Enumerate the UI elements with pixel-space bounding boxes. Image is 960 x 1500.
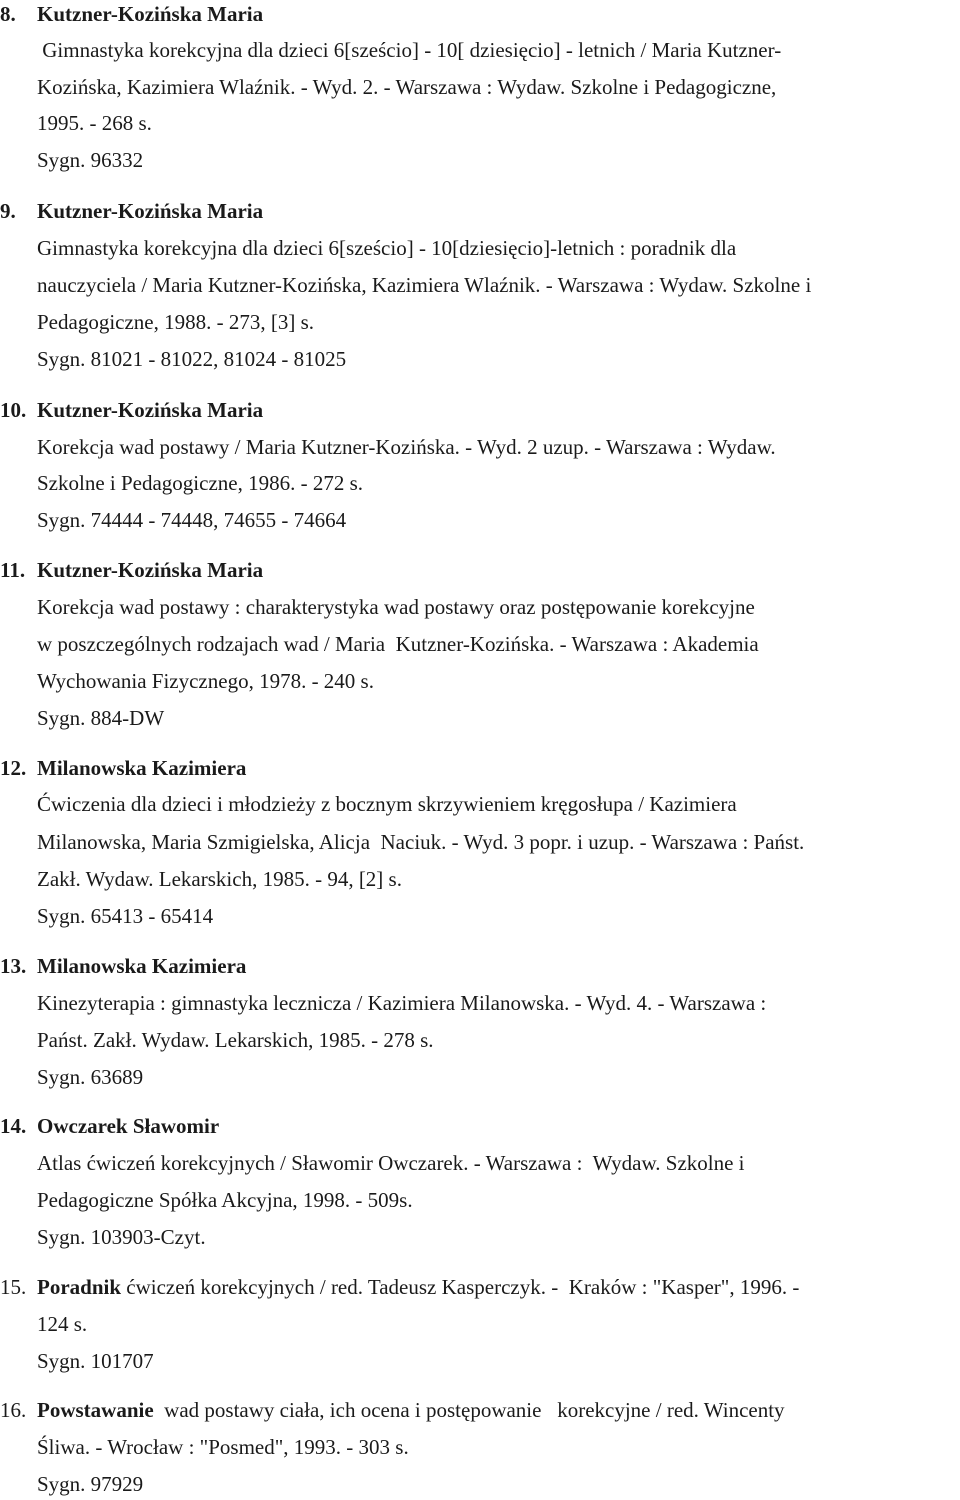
entry-number: 14.	[0, 1114, 27, 1138]
entry-line: Pedagogiczne Spółka Akcyjna, 1998. - 509s.	[37, 1188, 413, 1212]
entry-call-number: Sygn. 81021 - 81022, 81024 - 81025	[37, 347, 347, 371]
entry-author: Kutzner-Kozińska Maria	[37, 398, 264, 422]
entry-call-number: Sygn. 65413 - 65414	[37, 904, 214, 928]
entry-author: Kutzner-Kozińska Maria	[37, 199, 264, 223]
entry-line: Wychowania Fizycznego, 1978. - 240 s.	[37, 669, 374, 693]
entry-title-line	[37, 1397, 785, 1423]
entry-call-number: Sygn. 96332	[37, 148, 144, 172]
entry-number: 16.	[0, 1398, 27, 1422]
entry-title-rest: ćwiczeń korekcyjnych / red. Tadeusz Kasperczyk. - Kraków : "Kasper", 1996. -	[121, 1275, 800, 1299]
entry-line: Pedagogiczne, 1988. - 273, [3] s.	[37, 310, 315, 334]
entry-number: 11.	[0, 558, 26, 582]
entry-author: Milanowska Kazimiera	[37, 954, 247, 978]
entry-title-keyword: Powstawanie	[37, 1398, 154, 1422]
entry-call-number: Sygn. 884-DW	[37, 706, 165, 730]
entry-author: Milanowska Kazimiera	[37, 756, 247, 780]
entry-number: 10.	[0, 398, 27, 422]
entry-call-number: Sygn. 97929	[37, 1472, 144, 1496]
entry-number: 13.	[0, 954, 27, 978]
entry-line: 124 s.	[37, 1312, 88, 1336]
entry-line: Szkolne i Pedagogiczne, 1986. - 272 s.	[37, 471, 364, 495]
entry-number: 15.	[0, 1275, 27, 1299]
entry-line: Kozińska, Kazimiera Wlaźnik. - Wyd. 2. - Warszawa : Wydaw. Szkolne i Pedagogiczne,	[37, 75, 777, 99]
entry-title-rest: wad postawy ciała, ich ocena i postępowanie korekcyjne / red. Wincenty	[153, 1398, 785, 1422]
entry-number: 12.	[0, 756, 27, 780]
entry-line: w poszczególnych rodzajach wad / Maria Kutzner-Kozińska. - Warszawa : Akademia	[37, 632, 759, 656]
entry-line: Zakł. Wydaw. Lekarskich, 1985. - 94, [2] s.	[37, 867, 402, 891]
entry-title-line	[37, 1274, 799, 1300]
entry-line: Gimnastyka korekcyjna dla dzieci 6[sześcio] - 10[ dziesięcio] - letnich / Maria Kutzner-	[37, 38, 782, 62]
entry-line: Korekcja wad postawy / Maria Kutzner-Kozińska. - Wyd. 2 uzup. - Warszawa : Wydaw.	[37, 435, 776, 459]
entry-line: nauczyciela / Maria Kutzner-Kozińska, Kazimiera Wlaźnik. - Warszawa : Wydaw. Szkolne i	[37, 273, 812, 297]
entry-line: Kinezyterapia : gimnastyka lecznicza / Kazimiera Milanowska. - Wyd. 4. - Warszawa :	[37, 991, 767, 1015]
entry-call-number: Sygn. 74444 - 74448, 74655 - 74664	[37, 508, 347, 532]
entry-title-keyword: Poradnik	[37, 1275, 122, 1299]
entry-line: 1995. - 268 s.	[37, 111, 152, 135]
entry-line: Atlas ćwiczeń korekcyjnych / Sławomir Owczarek. - Warszawa : Wydaw. Szkolne i	[37, 1151, 745, 1175]
entry-line: Gimnastyka korekcyjna dla dzieci 6[sześcio] - 10[dziesięcio]-letnich : poradnik dla	[37, 236, 737, 260]
entry-number: 8.	[0, 2, 16, 26]
entry-line: Śliwa. - Wrocław : "Posmed", 1993. - 303 s.	[37, 1435, 409, 1459]
entry-author: Kutzner-Kozińska Maria	[37, 2, 264, 26]
entry-author: Owczarek Sławomir	[37, 1114, 220, 1138]
entry-call-number: Sygn. 103903-Czyt.	[37, 1225, 206, 1249]
entry-number: 9.	[0, 199, 16, 223]
entry-line: Korekcja wad postawy : charakterystyka wad postawy oraz postępowanie korekcyjne	[37, 595, 755, 619]
entry-line: Państ. Zakł. Wydaw. Lekarskich, 1985. - 278 s.	[37, 1028, 434, 1052]
entry-author: Kutzner-Kozińska Maria	[37, 558, 264, 582]
entry-line: Ćwiczenia dla dzieci i młodzieży z bocznym skrzywieniem kręgosłupa / Kazimiera	[37, 792, 737, 816]
entry-call-number: Sygn. 63689	[37, 1065, 144, 1089]
entry-call-number: Sygn. 101707	[37, 1349, 154, 1373]
entry-line: Milanowska, Maria Szmigielska, Alicja Naciuk. - Wyd. 3 popr. i uzup. - Warszawa : Państ.	[37, 830, 805, 854]
